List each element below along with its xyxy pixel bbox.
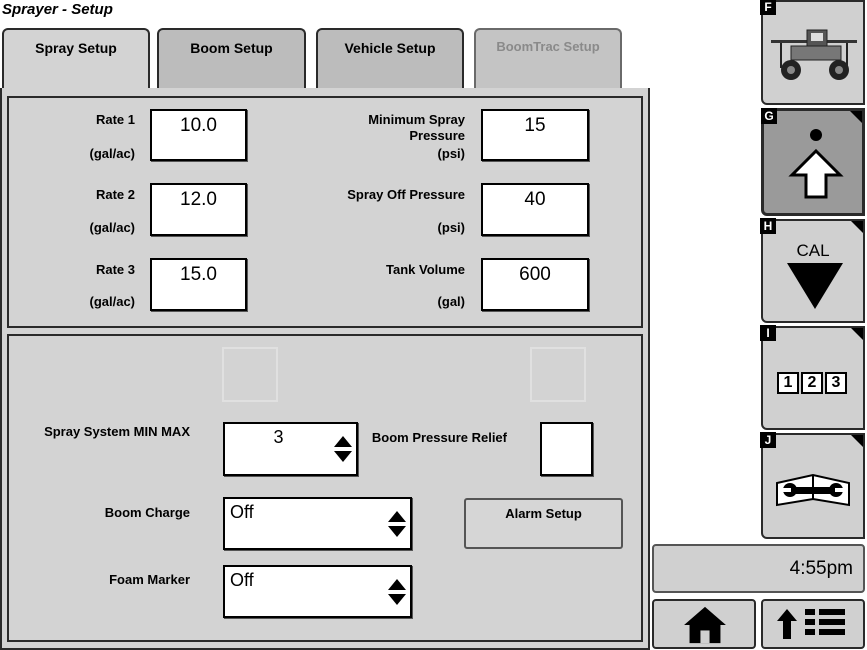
boom-charge-label: Boom Charge [104,505,190,520]
softkey-f[interactable] [761,0,865,105]
tank-volume-unit: (gal) [437,294,465,309]
rate-2-label: Rate 2 [95,187,135,202]
up-arrow-icon [786,123,846,203]
softkey-h-letter: H [760,218,776,234]
foam-marker-dropdown[interactable] [223,565,412,618]
softkey-i[interactable] [761,326,865,430]
digit-2: 2 [801,372,823,394]
spray-system-label [40,424,190,440]
tab-vehicle-setup[interactable]: Vehicle Setup [316,28,464,88]
up-down-arrows-icon[interactable] [387,578,407,606]
rate-3-unit: (gal/ac) [89,294,135,309]
wrench-book-icon [773,465,853,515]
rate-3-input[interactable]: 15.0 [150,258,247,311]
softkey-h-corner [851,221,863,233]
softkey-j[interactable] [761,433,865,539]
clock-display: 4:55pm [652,544,865,593]
softkey-j-corner [851,435,863,447]
home-button[interactable] [652,599,756,649]
softkey-g[interactable] [761,108,865,216]
rate-1-input[interactable]: 10.0 [150,109,247,161]
boom-charge-value: Off [230,502,254,522]
boom-pressure-relief-checkbox[interactable] [540,422,593,476]
alarm-setup-button[interactable]: Alarm Setup [464,498,623,549]
rate-1-unit: (gal/ac) [89,146,135,161]
boom-pressure-relief-label: Boom Pressure Relief [371,430,507,445]
spray-off-pressure-label: Spray Off Pressure [347,187,465,202]
softkey-g-letter: G [761,108,777,124]
up-down-arrows-icon[interactable] [387,510,407,538]
ghost-control-left [222,347,278,402]
digit-3: 3 [825,372,847,394]
softkey-j-letter: J [760,432,776,448]
rate-2-unit: (gal/ac) [89,220,135,235]
rate-1-label: Rate 1 [95,112,135,127]
up-arrow-menu-icon [775,605,855,645]
up-down-arrows-icon[interactable] [333,435,353,463]
min-spray-pressure-input[interactable]: 15 [481,109,589,161]
numeric-123-icon [777,372,847,394]
softkey-i-letter: I [760,325,776,341]
tab-boom-setup[interactable]: Boom Setup [157,28,306,88]
home-icon [682,605,728,645]
softkey-i-corner [851,328,863,340]
rate-3-label: Rate 3 [95,262,135,277]
sprayer-vehicle-icon [769,20,859,90]
ghost-control-right [530,347,586,402]
page-title: Sprayer - Setup [2,1,113,18]
softkey-f-letter: F [760,0,776,15]
tab-spray-setup[interactable]: Spray Setup [2,28,150,92]
spray-off-pressure-input[interactable]: 40 [481,183,589,236]
spray-system-stepper[interactable] [223,422,358,476]
tank-volume-input[interactable]: 600 [481,258,589,311]
softkey-h[interactable] [761,219,865,323]
rate-2-input[interactable]: 12.0 [150,183,247,236]
spray-system-value: 3 [273,427,284,447]
min-spray-pressure-unit: (psi) [437,146,465,161]
spray-off-pressure-unit: (psi) [437,220,465,235]
down-triangle-icon [785,261,845,311]
min-spray-pressure-label: Minimum Spray Pressure [368,112,465,143]
softkey-g-corner [850,111,862,123]
foam-marker-label: Foam Marker [109,572,190,587]
digit-1: 1 [777,372,799,394]
cal-label: CAL [796,241,830,260]
spray-system-label-text: Spray System MIN MAX [44,424,190,439]
foam-marker-value: Off [230,570,254,590]
tab-boomtrac-setup: BoomTrac Setup [474,28,622,88]
menu-button[interactable] [761,599,865,649]
boom-charge-dropdown[interactable] [223,497,412,550]
tank-volume-label: Tank Volume [386,262,465,277]
